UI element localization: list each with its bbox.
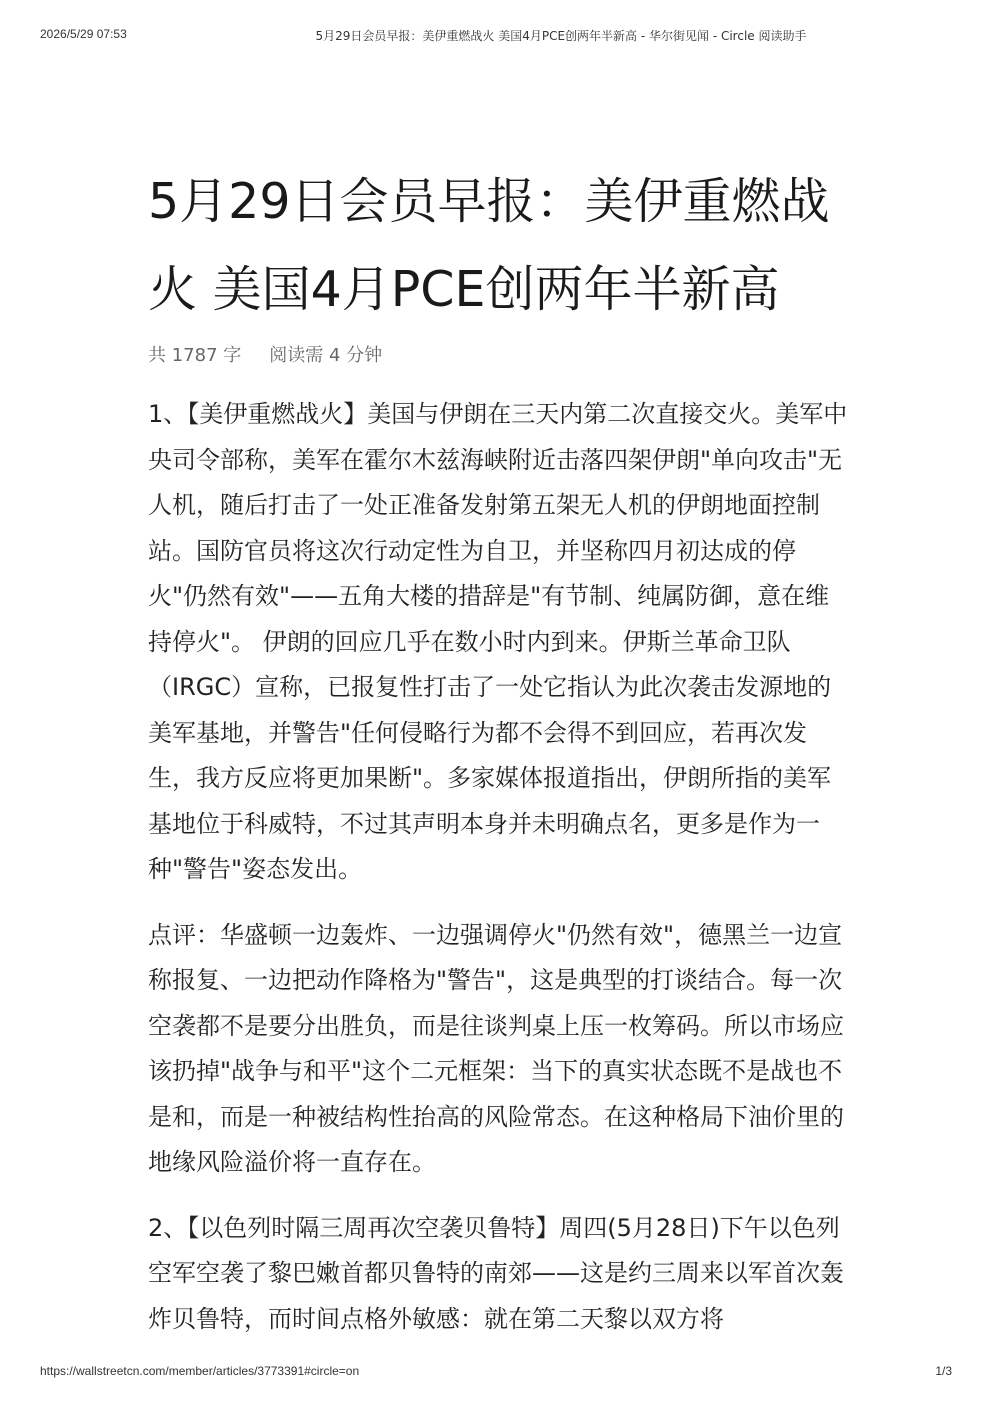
article <box>148 158 848 1362</box>
print-url: https://wallstreetcn.com/member/articles/3773391#circle=on <box>40 1364 360 1378</box>
print-page-number: 1/3 <box>935 1364 952 1378</box>
article-body <box>148 392 848 1342</box>
print-datetime: 2026/5/29 07:53 <box>40 27 127 41</box>
article-title: 5月29日会员早报：美伊重燃战火 美国4月PCE创两年半新高 <box>148 173 830 318</box>
paragraph-iran-us-conflict: 1、【美伊重燃战火】美国与伊朗在三天内第二次直接交火。美军中央司令部称，美军在霍尔木兹海峡附近击落四架伊朗"单向攻击"无人机，随后打击了一处正准备发射第五架无人机的伊朗地面控制站。国防官员将这次行动定性为自卫，并坚称四月初达成的停火"仍然有效"——五角大楼的措辞是"有节制、纯属防御，意在维持停火"。 伊朗的回应几乎在数小时内到来。伊斯兰革命卫队（IRGC）宣称，已报复性打击了一处它指认为此次袭击发源地的美军基地，并警告"任何侵略行为都不会得不到回应，若再次发生，我方反应将更加果断"。多家媒体报道指出，伊朗所指的美军基地位于科威特，不过其声明本身并未明确点名，更多是作为一种"警告"姿态发出。 <box>148 400 848 883</box>
print-page-title: 5月29日会员早报：美伊重燃战火 美国4月PCE创两年半新高 - 华尔街见闻 - Circle 阅读助手 <box>315 29 807 43</box>
paragraph-commentary: 点评：华盛顿一边轰炸、一边强调停火"仍然有效"，德黑兰一边宣称报复、一边把动作降格为"警告"，这是典型的打谈结合。每一次空袭都不是要分出胜负，而是往谈判桌上压一枚筹码。所以市场应该扔掉"战争与和平"这个二元框架：当下的真实状态既不是战也不是和，而是一种被结构性抬高的风险常态。在这种格局下油价里的地缘风险溢价将一直存在。 <box>148 920 844 1176</box>
paragraph-israel-beirut-strike: 2、【以色列时隔三周再次空袭贝鲁特】周四(5月28日)下午以色列空军空袭了黎巴嫩首都贝鲁特的南郊——这是约三周来以军首次轰炸贝鲁特，而时间点格外敏感：就在第二天黎以双方将 <box>148 1213 844 1333</box>
article-meta <box>148 342 848 370</box>
word-count: 共 1787 字 <box>148 345 242 366</box>
reading-time: 阅读需 4 分钟 <box>269 345 383 366</box>
